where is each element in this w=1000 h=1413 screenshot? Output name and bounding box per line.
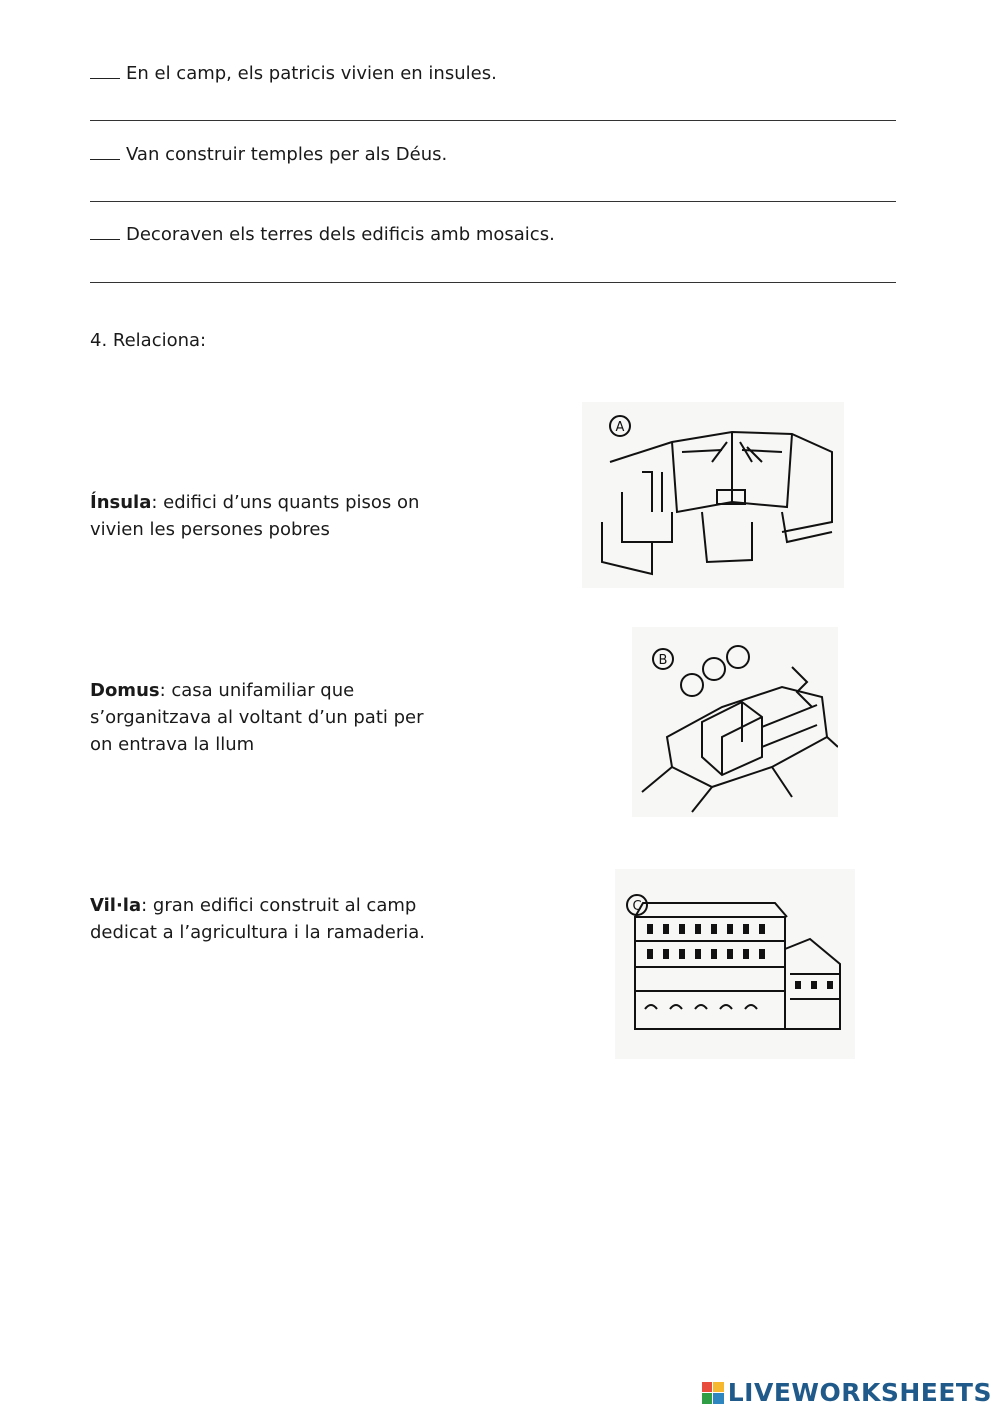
term: Domus — [90, 680, 160, 701]
answer-line[interactable] — [90, 201, 896, 202]
insula-illustration[interactable] — [615, 869, 855, 1059]
answer-line[interactable] — [90, 120, 896, 121]
section-title: 4. Relaciona: — [90, 330, 207, 351]
statement-1 — [90, 62, 497, 85]
image-letter-a: A — [615, 420, 625, 435]
term: Vil·la — [90, 895, 142, 916]
definition-villa — [90, 892, 430, 946]
answer-blank[interactable] — [90, 62, 120, 79]
statement-2 — [90, 143, 447, 166]
definition-domus — [90, 677, 430, 758]
description: : gran edifici construit al camp dedicat a l’agricultura i la ramaderia. — [90, 895, 426, 943]
answer-blank[interactable] — [90, 223, 120, 240]
definition-insula — [90, 489, 430, 543]
statement-text: Decoraven els terres dels edificis amb mosaics. — [126, 224, 555, 245]
image-letter-b: B — [658, 653, 668, 668]
statement-text: En el camp, els patricis vivien en insules. — [126, 63, 497, 84]
logo-text: LIVEWORKSHEETS — [727, 1378, 992, 1407]
image-letter-c: C — [632, 899, 642, 914]
logo-icon — [702, 1382, 724, 1404]
description: : edifici d’uns quants pisos on vivien les persones pobres — [90, 492, 420, 540]
term: Ínsula — [90, 492, 152, 513]
domus-illustration[interactable] — [582, 402, 844, 588]
statement-3 — [90, 223, 555, 246]
answer-line[interactable] — [90, 282, 896, 283]
liveworksheets-logo — [702, 1378, 992, 1407]
villa-illustration[interactable] — [632, 627, 838, 817]
description: : casa unifamiliar que s’organitzava al voltant d’un pati per on entrava la llum — [90, 680, 424, 755]
answer-blank[interactable] — [90, 143, 120, 160]
statement-text: Van construir temples per als Déus. — [126, 144, 448, 165]
